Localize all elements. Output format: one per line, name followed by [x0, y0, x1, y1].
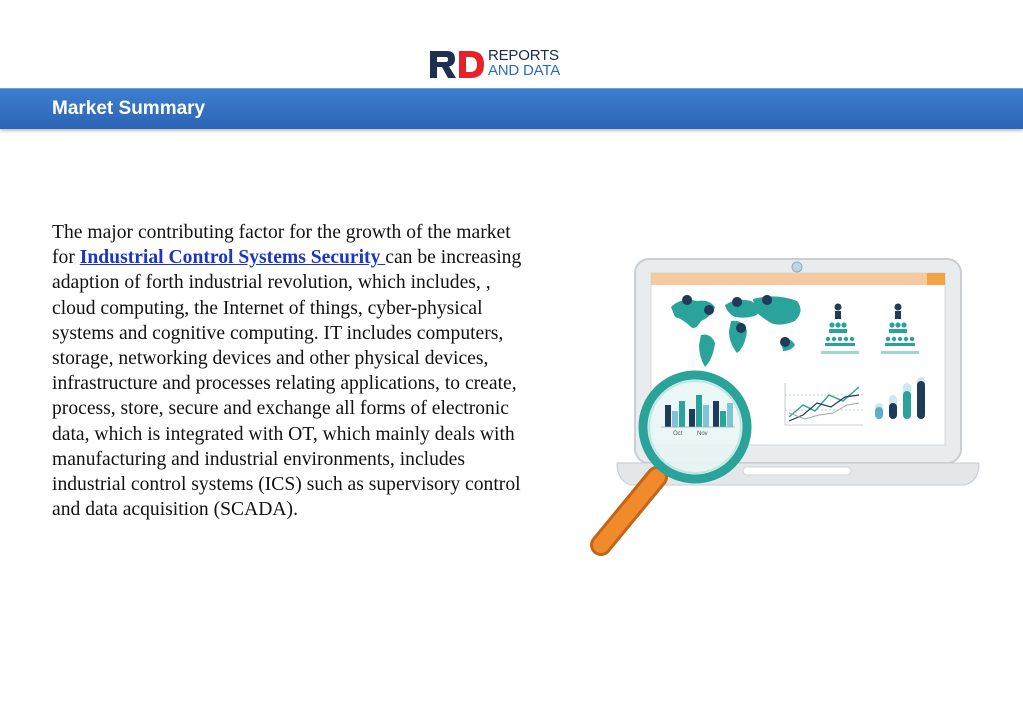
lens-label-nov: Nov [697, 431, 708, 437]
summary-text-before-link: The major contributing factor for the growth of the market for [52, 222, 511, 269]
industrial-control-systems-security-link[interactable]: Industrial Control Systems Security [79, 247, 386, 269]
market-summary-paragraph [52, 220, 532, 522]
logo-line-2: AND DATA [488, 62, 561, 79]
logo-line-1: REPORTS [488, 47, 559, 64]
laptop-analytics-magnifier-icon [585, 255, 985, 560]
section-banner [0, 88, 1023, 129]
brand-logo[interactable] [429, 47, 579, 81]
section-title: Market Summary [52, 98, 206, 119]
lens-label-oct: Oct [673, 431, 683, 437]
summary-text-after-link: can be increasing adaption of forth industrial revolution, which includes, , cloud computing, the Internet of things, cyber-physical systems and cognitive computing. IT includes computers, storage, networking devices and other physical devices, infrastructure and processes relating applications, to create, process, store, secure and exchange all forms of electronic data, which is integrated with OT, which mainly deals with manufacturing and industrial environments, includes industrial control systems (ICS) such as supervisory control and data acquisition (SCADA). [52, 247, 522, 521]
laptop-analytics-illustration [585, 255, 985, 560]
rd-logo-mark-icon [429, 47, 485, 81]
